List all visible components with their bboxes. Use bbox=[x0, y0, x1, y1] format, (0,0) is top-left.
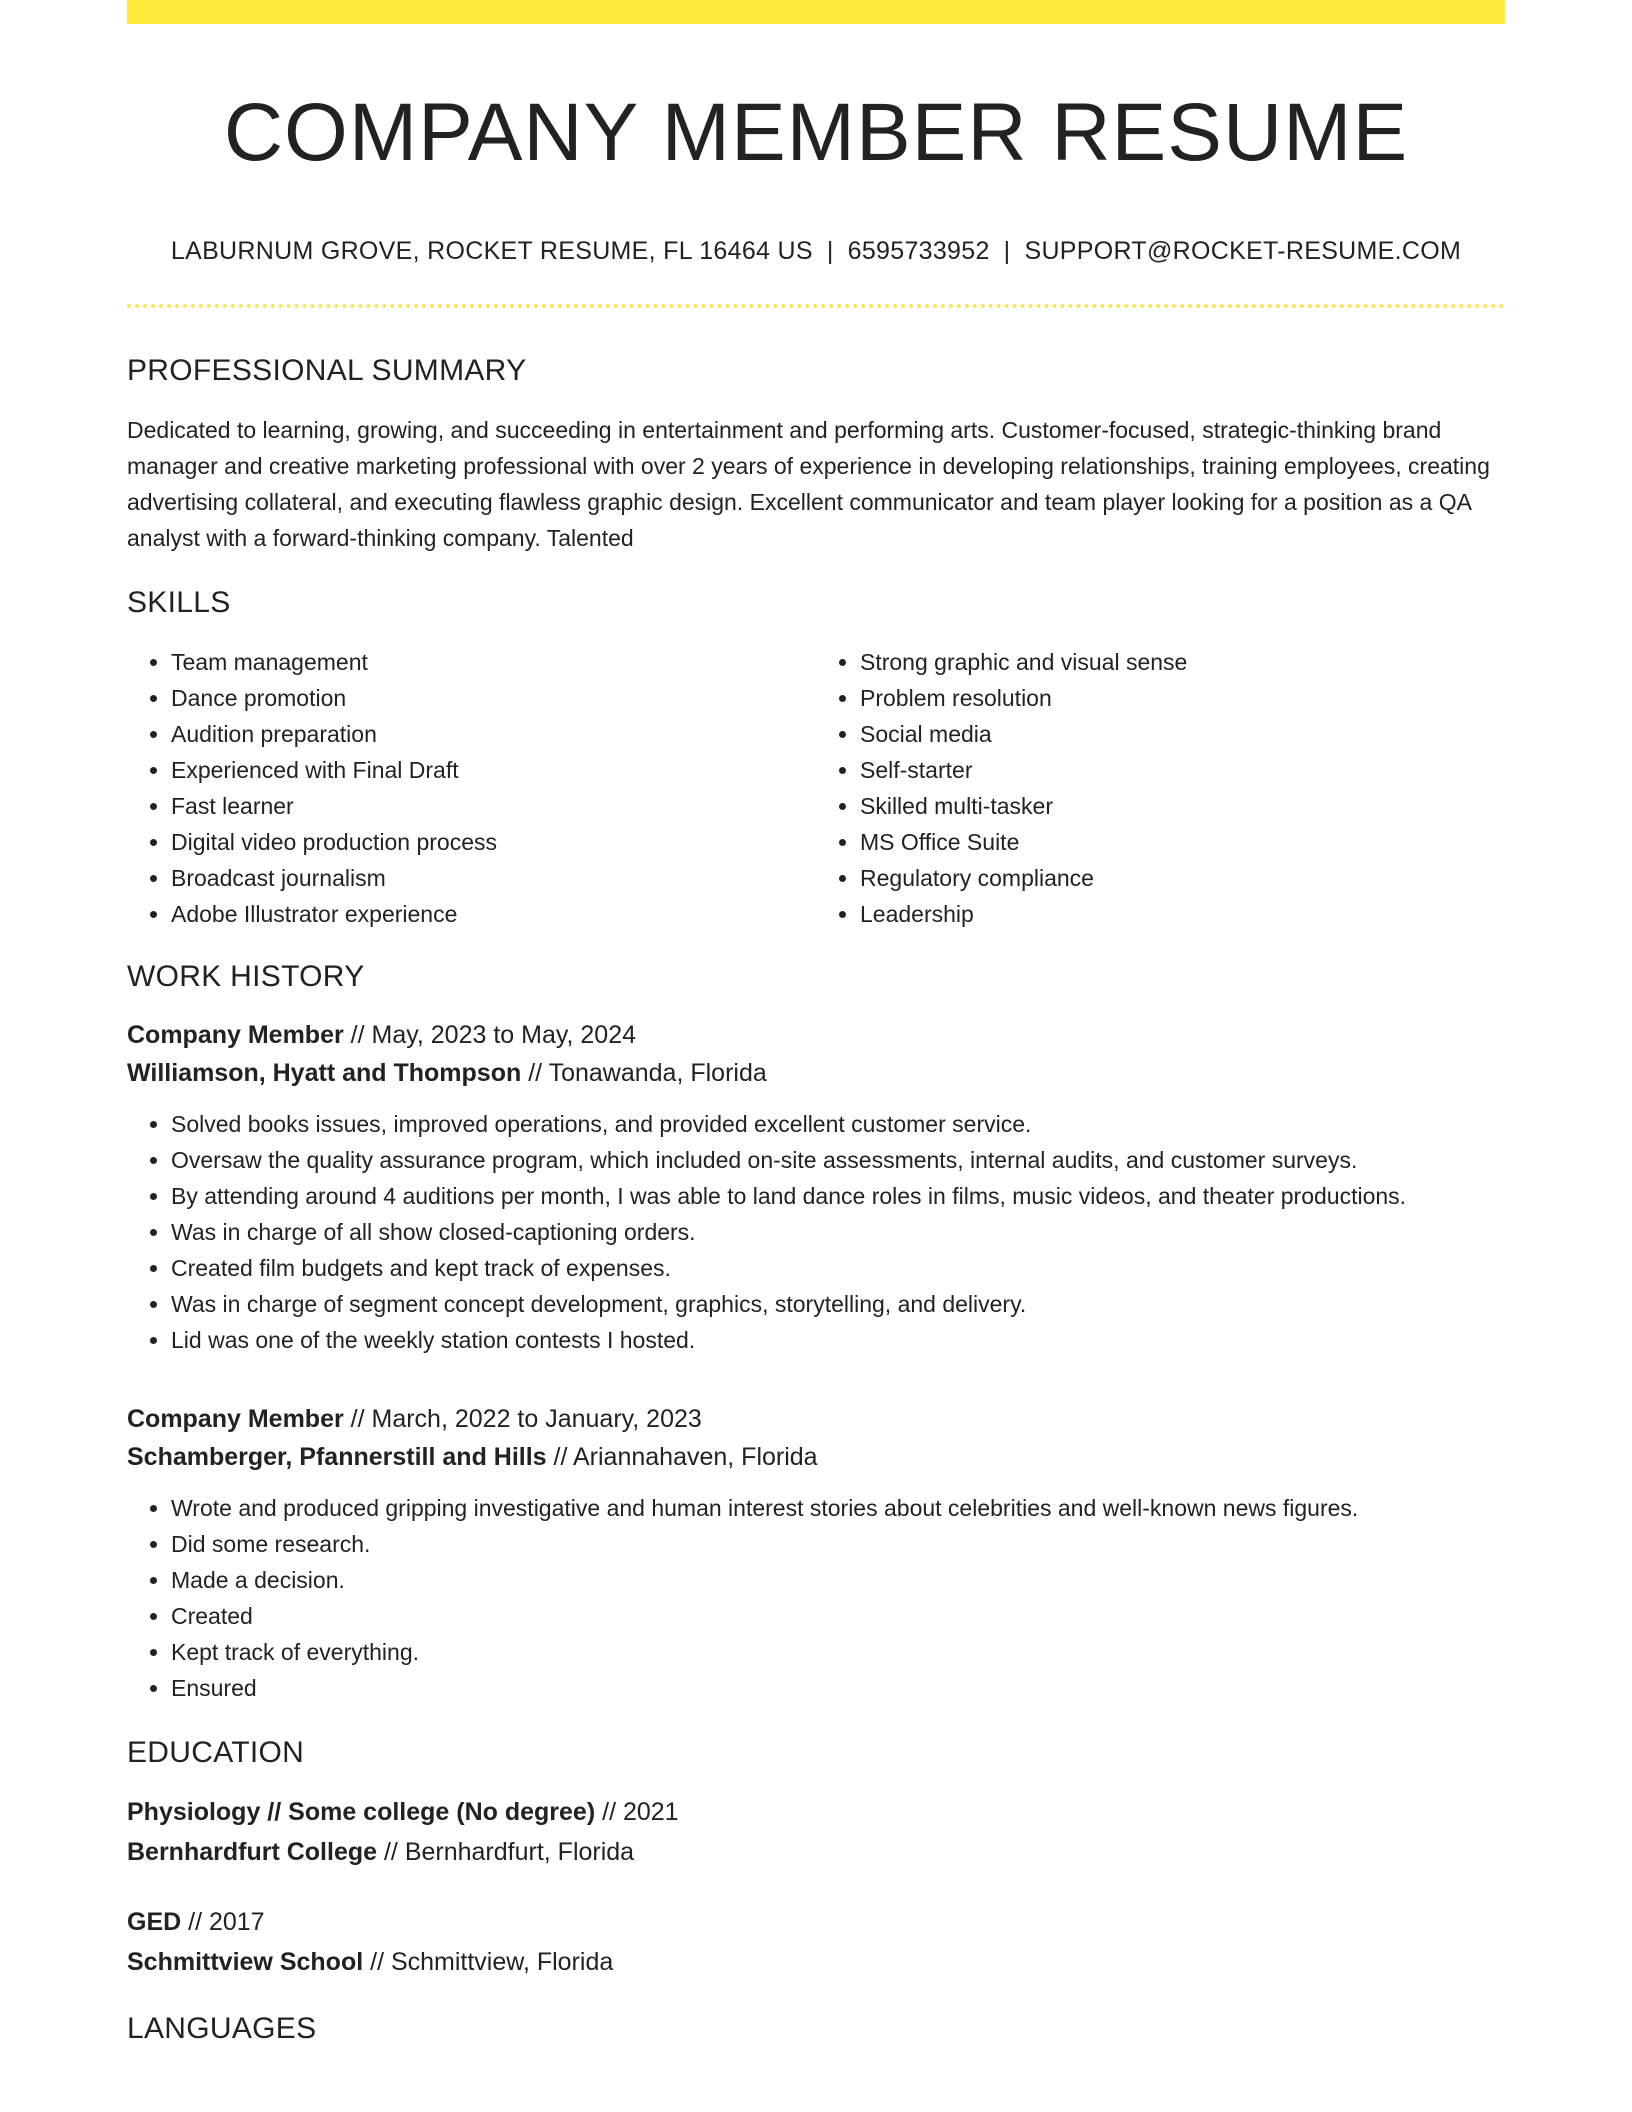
job-location: // Tonawanda, Florida bbox=[521, 1059, 767, 1088]
job-role-line bbox=[127, 1016, 1505, 1054]
job-bullet: • Kept track of everything. bbox=[171, 1634, 1505, 1670]
skill-item: • Self-starter bbox=[860, 752, 1505, 788]
job-bullet: • Made a decision. bbox=[171, 1562, 1505, 1598]
education-school-line bbox=[127, 1942, 1505, 1982]
job-bullet: • Created film budgets and kept track of expenses. bbox=[171, 1250, 1505, 1286]
skills-grid bbox=[127, 644, 1505, 932]
skill-item: • Digital video production process bbox=[171, 824, 816, 860]
job-entry bbox=[127, 1016, 1505, 1358]
job-entry bbox=[127, 1400, 1505, 1706]
skill-item: • Leadership bbox=[860, 896, 1505, 932]
job-bullet: • Created bbox=[171, 1598, 1505, 1634]
skill-item: • Dance promotion bbox=[171, 680, 816, 716]
job-bullet: • Was in charge of segment concept development, graphics, storytelling, and delivery. bbox=[171, 1286, 1505, 1322]
job-employer: Williamson, Hyatt and Thompson bbox=[127, 1059, 522, 1088]
education-degree: Physiology // Some college (No degree) bbox=[127, 1798, 596, 1827]
job-bullet: • Oversaw the quality assurance program, which included on-site assessments, internal audits, and customer surveys. bbox=[171, 1142, 1505, 1178]
job-bullet: • Lid was one of the weekly station contests I hosted. bbox=[171, 1322, 1505, 1358]
skill-item: • Regulatory compliance bbox=[860, 860, 1505, 896]
job-employer-line bbox=[127, 1054, 1505, 1092]
section-title-skills: SKILLS bbox=[127, 586, 231, 620]
skills-list-left bbox=[127, 644, 816, 932]
job-dates: // May, 2023 to May, 2024 bbox=[343, 1021, 637, 1050]
education-school-line bbox=[127, 1832, 1505, 1872]
job-bullet: • Did some research. bbox=[171, 1526, 1505, 1562]
education-degree-line bbox=[127, 1902, 1505, 1942]
skill-item: • Experienced with Final Draft bbox=[171, 752, 816, 788]
skill-item: • Fast learner bbox=[171, 788, 816, 824]
job-bullet: • Solved books issues, improved operations, and provided excellent customer service. bbox=[171, 1106, 1505, 1142]
contact-email: SUPPORT@ROCKET-RESUME.COM bbox=[1024, 237, 1462, 266]
education-school: Schmittview School bbox=[127, 1948, 364, 1977]
education-degree-line bbox=[127, 1792, 1505, 1832]
job-bullet: • Wrote and produced gripping investigative and human interest stories about celebrities and well-known news figures. bbox=[171, 1490, 1505, 1526]
skills-list-right bbox=[816, 644, 1505, 932]
job-bullet: • By attending around 4 auditions per month, I was able to land dance roles in films, music videos, and theater productions. bbox=[171, 1178, 1505, 1214]
education-school: Bernhardfurt College bbox=[127, 1838, 378, 1867]
section-title-languages: LANGUAGES bbox=[127, 2012, 317, 2046]
job-location: // Ariannahaven, Florida bbox=[546, 1443, 818, 1472]
job-bullet: • Was in charge of all show closed-captioning orders. bbox=[171, 1214, 1505, 1250]
job-role: Company Member bbox=[127, 1405, 344, 1434]
section-title-summary: PROFESSIONAL SUMMARY bbox=[127, 354, 527, 388]
job-bullets bbox=[127, 1490, 1505, 1706]
education-degree: GED bbox=[127, 1908, 182, 1937]
job-bullets bbox=[127, 1106, 1505, 1358]
skill-item: • Strong graphic and visual sense bbox=[860, 644, 1505, 680]
skill-item: • Team management bbox=[171, 644, 816, 680]
education-entry bbox=[127, 1792, 1505, 1872]
dotted-divider bbox=[127, 304, 1505, 308]
contact-separator: | bbox=[826, 237, 834, 266]
resume-title: COMPANY MEMBER RESUME bbox=[223, 87, 1409, 178]
section-title-education: EDUCATION bbox=[127, 1736, 305, 1770]
education-location: // Schmittview, Florida bbox=[363, 1948, 614, 1977]
job-dates: // March, 2022 to January, 2023 bbox=[343, 1405, 702, 1434]
contact-phone: 6595733952 bbox=[847, 237, 990, 266]
skill-item: • Broadcast journalism bbox=[171, 860, 816, 896]
section-title-work-history: WORK HISTORY bbox=[127, 960, 365, 994]
skill-item: • MS Office Suite bbox=[860, 824, 1505, 860]
top-accent-bar bbox=[127, 0, 1505, 24]
skill-item: • Problem resolution bbox=[860, 680, 1505, 716]
skill-item: • Adobe Illustrator experience bbox=[171, 896, 816, 932]
resume-page bbox=[127, 0, 1505, 2046]
contact-line bbox=[127, 237, 1505, 266]
education-year: // 2021 bbox=[595, 1798, 679, 1827]
job-role: Company Member bbox=[127, 1021, 344, 1050]
education-location: // Bernhardfurt, Florida bbox=[377, 1838, 635, 1867]
summary-text: Dedicated to learning, growing, and succeeding in entertainment and performing arts. Customer-focused, strategic-thinking brand manager and creative marketing professional with over 2 years of experience in developing relationships, training employees, creating advertising collateral, and executing flawless graphic design. Excellent communicator and team player looking for a position as a QA analyst with a forward-thinking company. Talented bbox=[127, 417, 1490, 552]
skill-item: • Audition preparation bbox=[171, 716, 816, 752]
contact-address: LABURNUM GROVE, ROCKET RESUME, FL 16464 US bbox=[170, 237, 813, 266]
skill-item: • Social media bbox=[860, 716, 1505, 752]
education-entry bbox=[127, 1902, 1505, 1982]
contact-separator: | bbox=[1003, 237, 1011, 266]
job-role-line bbox=[127, 1400, 1505, 1438]
education-year: // 2017 bbox=[181, 1908, 265, 1937]
job-employer: Schamberger, Pfannerstill and Hills bbox=[127, 1443, 547, 1472]
job-bullet: • Ensured bbox=[171, 1670, 1505, 1706]
skill-item: • Skilled multi-tasker bbox=[860, 788, 1505, 824]
job-employer-line bbox=[127, 1438, 1505, 1476]
